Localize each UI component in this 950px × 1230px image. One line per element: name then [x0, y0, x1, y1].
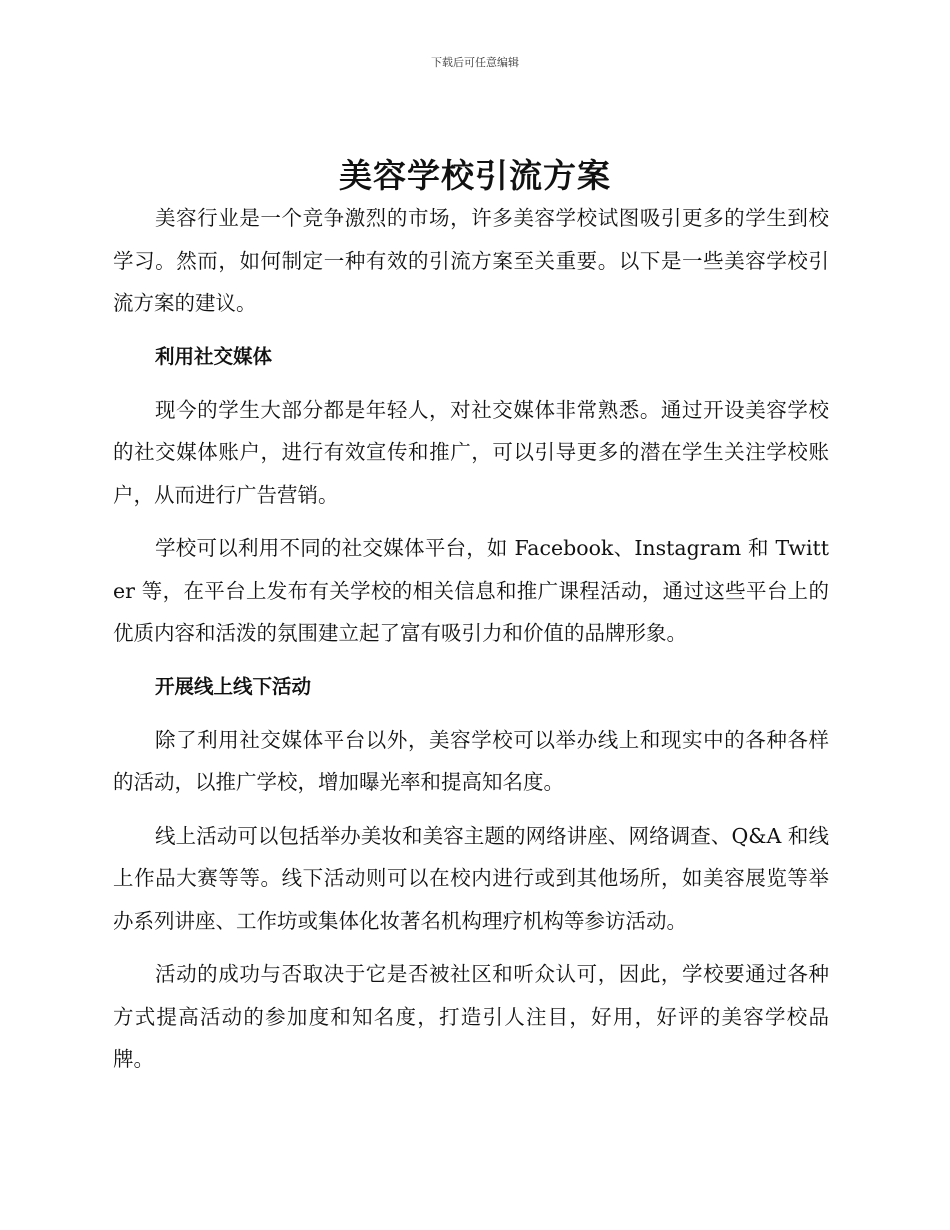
section-heading-activities: 开展线上线下活动: [155, 674, 312, 698]
intro-paragraph: 美容行业是一个竞争激烈的市场，许多美容学校试图吸引更多的学生到校学习。然而，如何制定一种有效的引流方案至关重要。以下是一些美容学校引流方案的建议。: [113, 206, 829, 315]
activities-paragraph-3: 活动的成功与否取决于它是否被社区和听众认可，因此，学校要通过各种方式提高活动的参加度和知名度，打造引人注目，好用，好评的美容学校品牌。: [113, 962, 829, 1071]
header-note: 下载后可任意编辑: [431, 56, 519, 69]
document-title: 美容学校引流方案: [339, 156, 611, 195]
social-media-paragraph-1: 现今的学生大部分都是年轻人，对社交媒体非常熟悉。通过开设美容学校的社交媒体账户，进行有效宣传和推广，可以引导更多的潜在学生关注学校账户，从而进行广告营销。: [113, 397, 829, 507]
activities-paragraph-2: 线上活动可以包括举办美妆和美容主题的网络讲座、网络调查、Q&A 和线上作品大赛等等。线下活动则可以在校内进行或到其他场所，如美容展览等举办系列讲座、工作坊或集体化妆著名机构理疗机构等参访活动。: [113, 823, 829, 933]
document-body: [113, 197, 829, 1092]
activities-paragraph-1: 除了利用社交媒体平台以外，美容学校可以举办线上和现实中的各种各样的活动，以推广学校，增加曝光率和提高知名度。: [113, 727, 829, 794]
social-media-paragraph-2: 学校可以利用不同的社交媒体平台，如 Facebook、Instagram 和 Twitter 等，在平台上发布有关学校的相关信息和推广课程活动，通过这些平台上的优质内容和活泼的氛围建立起了富有吸引力和价值的品牌形象。: [113, 536, 829, 645]
section-heading-social-media: 利用社交媒体: [155, 344, 273, 368]
